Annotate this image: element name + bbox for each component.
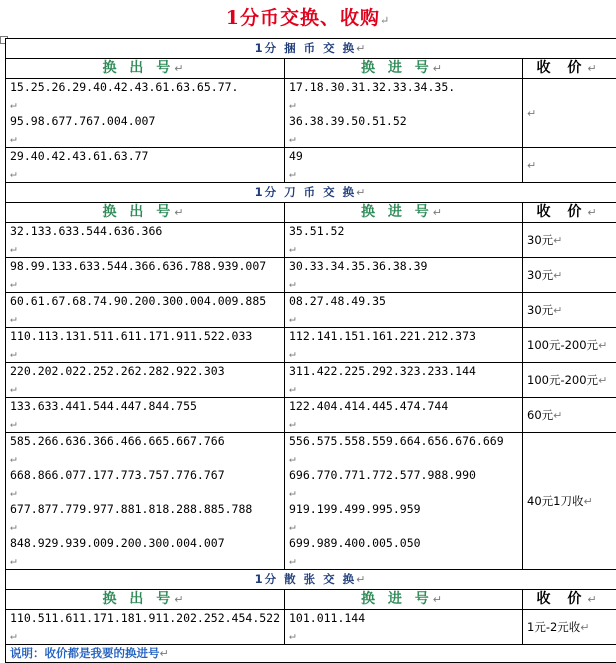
price-text: 60元 xyxy=(527,408,553,422)
out-numbers-cell xyxy=(6,258,285,293)
paragraph-mark-icon: ↵ xyxy=(289,345,518,362)
out-header-text: 换 出 号 xyxy=(103,591,175,607)
paragraph-mark-icon: ↵ xyxy=(598,339,607,352)
out-number-text: 98.99.133.633.544.366.636.788.939.007 xyxy=(10,258,280,275)
table-row xyxy=(6,148,616,183)
paragraph-mark-icon: ↵ xyxy=(289,275,518,292)
section-heading xyxy=(6,183,616,203)
out-number-text: 668.866.077.177.773.757.776.767 xyxy=(10,467,280,484)
paragraph-mark-icon: ↵ xyxy=(289,310,518,327)
in-number-line xyxy=(289,223,518,257)
paragraph-mark-icon: ↵ xyxy=(174,62,187,75)
out-number-line xyxy=(10,398,280,432)
in-header-text: 换 进 号 xyxy=(361,204,433,220)
in-numbers-cell xyxy=(285,293,523,328)
out-number-text: 848.929.939.009.200.300.004.007 xyxy=(10,535,280,552)
section-heading-row xyxy=(6,570,616,590)
price-cell xyxy=(523,223,616,258)
out-number-text: 220.202.022.252.262.282.922.303 xyxy=(10,363,280,380)
in-number-text: 122.404.414.445.474.744 xyxy=(289,398,518,415)
price-cell xyxy=(523,293,616,328)
paragraph-mark-icon: ↵ xyxy=(10,96,280,113)
paragraph-mark-icon: ↵ xyxy=(10,275,280,292)
out-number-line xyxy=(10,223,280,257)
section-heading xyxy=(6,570,616,590)
table-row xyxy=(6,223,616,258)
paragraph-mark-icon: ↵ xyxy=(10,380,280,397)
in-number-text: 919.199.499.995.959 xyxy=(289,501,518,518)
price-cell xyxy=(523,148,616,183)
paragraph-mark-icon: ↵ xyxy=(587,206,602,219)
table-row xyxy=(6,328,616,363)
paragraph-mark-icon: ↵ xyxy=(553,409,562,422)
out-number-text: 110.113.131.511.611.171.911.522.033 xyxy=(10,328,280,345)
paragraph-mark-icon: ↵ xyxy=(174,593,187,606)
paragraph-mark-icon: ↵ xyxy=(433,62,446,75)
out-numbers-cell xyxy=(6,398,285,433)
paragraph-mark-icon: ↵ xyxy=(289,518,518,535)
out-number-text: 677.877.779.977.881.818.288.885.788 xyxy=(10,501,280,518)
in-number-text: 112.141.151.161.221.212.373 xyxy=(289,328,518,345)
price-header xyxy=(523,590,616,610)
in-number-line xyxy=(289,610,518,644)
in-number-line xyxy=(289,501,518,535)
paragraph-mark-icon: ↵ xyxy=(10,552,280,569)
paragraph-mark-icon: ↵ xyxy=(527,159,536,172)
out-number-line xyxy=(10,467,280,501)
in-number-text: 699.989.400.005.050 xyxy=(289,535,518,552)
note-cell xyxy=(6,645,616,663)
price-cell xyxy=(523,363,616,398)
out-number-line xyxy=(10,148,280,182)
price-header xyxy=(523,203,616,223)
in-number-text: 101.011.144 xyxy=(289,610,518,627)
column-header-row xyxy=(6,59,616,79)
price-text: 100元-200元 xyxy=(527,373,598,387)
out-number-text: 133.633.441.544.447.844.755 xyxy=(10,398,280,415)
price-header-text: 收 价 xyxy=(536,60,587,76)
paragraph-mark-icon: ↵ xyxy=(289,240,518,257)
paragraph-mark-icon: ↵ xyxy=(174,206,187,219)
paragraph-mark-icon: ↵ xyxy=(433,206,446,219)
table-row xyxy=(6,293,616,328)
paragraph-mark-icon: ↵ xyxy=(10,484,280,501)
out-number-text: 110.511.611.171.181.911.202.252.454.522 xyxy=(10,610,280,627)
column-header-row xyxy=(6,590,616,610)
column-header-row xyxy=(6,203,616,223)
in-number-line xyxy=(289,148,518,182)
paragraph-mark-icon: ↵ xyxy=(289,627,518,644)
paragraph-mark-icon: ↵ xyxy=(160,647,169,660)
in-numbers-cell xyxy=(285,79,523,148)
in-numbers-cell xyxy=(285,363,523,398)
paragraph-mark-icon: ↵ xyxy=(583,495,592,508)
paragraph-mark-icon: ↵ xyxy=(527,107,536,120)
in-number-text: 556.575.558.559.664.656.676.669 xyxy=(289,433,518,450)
section-heading-row xyxy=(6,183,616,203)
in-number-text: 311.422.225.292.323.233.144 xyxy=(289,363,518,380)
price-cell xyxy=(523,328,616,363)
in-header xyxy=(285,59,523,79)
out-number-text: 585.266.636.366.466.665.667.766 xyxy=(10,433,280,450)
section-heading-text: 1分 散 张 交 换 xyxy=(255,572,357,586)
in-header xyxy=(285,590,523,610)
price-header-text: 收 价 xyxy=(536,204,587,220)
paragraph-mark-icon: ↵ xyxy=(553,234,562,247)
out-number-line xyxy=(10,113,280,147)
paragraph-mark-icon: ↵ xyxy=(10,165,280,182)
paragraph-mark-icon: ↵ xyxy=(289,165,518,182)
paragraph-mark-icon: ↵ xyxy=(289,415,518,432)
out-number-line xyxy=(10,610,280,644)
in-number-text: 17.18.30.31.32.33.34.35. xyxy=(289,79,518,96)
out-numbers-cell xyxy=(6,363,285,398)
in-numbers-cell xyxy=(285,223,523,258)
paragraph-mark-icon: ↵ xyxy=(553,269,562,282)
paragraph-mark-icon: ↵ xyxy=(10,345,280,362)
in-number-line xyxy=(289,293,518,327)
price-cell xyxy=(523,610,616,645)
in-number-line xyxy=(289,467,518,501)
out-header xyxy=(6,59,285,79)
out-numbers-cell xyxy=(6,328,285,363)
out-numbers-cell xyxy=(6,79,285,148)
paragraph-mark-icon: ↵ xyxy=(356,573,367,586)
out-header xyxy=(6,590,285,610)
in-number-text: 08.27.48.49.35 xyxy=(289,293,518,310)
price-cell xyxy=(523,79,616,148)
out-number-text: 29.40.42.43.61.63.77 xyxy=(10,148,280,165)
in-number-line xyxy=(289,433,518,467)
in-number-text: 30.33.34.35.36.38.39 xyxy=(289,258,518,275)
paragraph-mark-icon: ↵ xyxy=(587,593,602,606)
price-header-text: 收 价 xyxy=(536,591,587,607)
out-number-line xyxy=(10,328,280,362)
price-text: 1元-2元收 xyxy=(527,620,580,634)
section-heading-text: 1分 捆 币 交 换 xyxy=(255,41,357,55)
price-text: 30元 xyxy=(527,303,553,317)
in-numbers-cell xyxy=(285,328,523,363)
paragraph-mark-icon: ↵ xyxy=(289,552,518,569)
paragraph-mark-icon: ↵ xyxy=(10,627,280,644)
out-header-text: 换 出 号 xyxy=(103,204,175,220)
paragraph-mark-icon: ↵ xyxy=(553,304,562,317)
out-number-line xyxy=(10,258,280,292)
price-cell xyxy=(523,258,616,293)
in-number-text: 49 xyxy=(289,148,518,165)
in-number-line xyxy=(289,79,518,113)
out-numbers-cell xyxy=(6,433,285,570)
in-number-line xyxy=(289,398,518,432)
out-number-line xyxy=(10,433,280,467)
out-number-line xyxy=(10,501,280,535)
exchange-table xyxy=(5,38,616,663)
in-number-line xyxy=(289,535,518,569)
out-numbers-cell xyxy=(6,293,285,328)
out-header-text: 换 出 号 xyxy=(103,60,175,76)
out-number-text: 32.133.633.544.636.366 xyxy=(10,223,280,240)
out-number-line xyxy=(10,293,280,327)
page-title: 1分币交换、收购↵ xyxy=(0,6,616,33)
in-header-text: 换 进 号 xyxy=(361,591,433,607)
table-row xyxy=(6,398,616,433)
paragraph-mark-icon: ↵ xyxy=(289,484,518,501)
paragraph-mark-icon: ↵ xyxy=(289,96,518,113)
price-cell xyxy=(523,398,616,433)
out-numbers-cell xyxy=(6,148,285,183)
out-number-text: 15.25.26.29.40.42.43.61.63.65.77. xyxy=(10,79,280,96)
in-numbers-cell xyxy=(285,148,523,183)
section-heading-row xyxy=(6,39,616,59)
table-row xyxy=(6,433,616,570)
paragraph-mark-icon: ↵ xyxy=(289,130,518,147)
in-number-text: 35.51.52 xyxy=(289,223,518,240)
section-heading xyxy=(6,39,616,59)
paragraph-mark-icon: ↵ xyxy=(10,130,280,147)
paragraph-mark-icon: ↵ xyxy=(598,374,607,387)
price-cell xyxy=(523,433,616,570)
paragraph-mark-icon: ↵ xyxy=(289,450,518,467)
out-number-line xyxy=(10,363,280,397)
out-number-text: 60.61.67.68.74.90.200.300.004.009.885 xyxy=(10,293,280,310)
paragraph-mark-icon: ↵ xyxy=(433,593,446,606)
price-text: 30元 xyxy=(527,268,553,282)
paragraph-mark-icon: ↵ xyxy=(10,310,280,327)
price-header xyxy=(523,59,616,79)
paragraph-mark-icon: ↵ xyxy=(356,42,367,55)
in-numbers-cell xyxy=(285,398,523,433)
note-row xyxy=(6,645,616,663)
paragraph-mark-icon: ↵ xyxy=(10,240,280,257)
in-numbers-cell xyxy=(285,433,523,570)
in-numbers-cell xyxy=(285,258,523,293)
out-number-line xyxy=(10,79,280,113)
paragraph-mark-icon: ↵ xyxy=(289,380,518,397)
price-text: 40元1刀收 xyxy=(527,494,583,508)
in-number-text: 696.770.771.772.577.988.990 xyxy=(289,467,518,484)
section-heading-text: 1分 刀 币 交 换 xyxy=(255,185,357,199)
table-row xyxy=(6,610,616,645)
in-header xyxy=(285,203,523,223)
in-numbers-cell xyxy=(285,610,523,645)
out-header xyxy=(6,203,285,223)
in-header-text: 换 进 号 xyxy=(361,60,433,76)
out-numbers-cell xyxy=(6,610,285,645)
in-number-line xyxy=(289,113,518,147)
table-row xyxy=(6,363,616,398)
note-text: 说明：收价都是我要的换进号 xyxy=(10,646,160,660)
paragraph-mark-icon: ↵ xyxy=(587,62,602,75)
paragraph-mark-icon: ↵ xyxy=(10,518,280,535)
table-row xyxy=(6,258,616,293)
table-row xyxy=(6,79,616,148)
price-text: 100元-200元 xyxy=(527,338,598,352)
price-text: 30元 xyxy=(527,233,553,247)
in-number-line xyxy=(289,363,518,397)
paragraph-mark-icon: ↵ xyxy=(10,450,280,467)
in-number-line xyxy=(289,328,518,362)
in-number-line xyxy=(289,258,518,292)
in-number-text: 36.38.39.50.51.52 xyxy=(289,113,518,130)
out-numbers-cell xyxy=(6,223,285,258)
out-number-line xyxy=(10,535,280,569)
out-number-text: 95.98.677.767.004.007 xyxy=(10,113,280,130)
paragraph-mark-icon: ↵ xyxy=(580,621,589,634)
paragraph-mark-icon: ↵ xyxy=(10,415,280,432)
paragraph-mark-icon: ↵ xyxy=(356,186,367,199)
